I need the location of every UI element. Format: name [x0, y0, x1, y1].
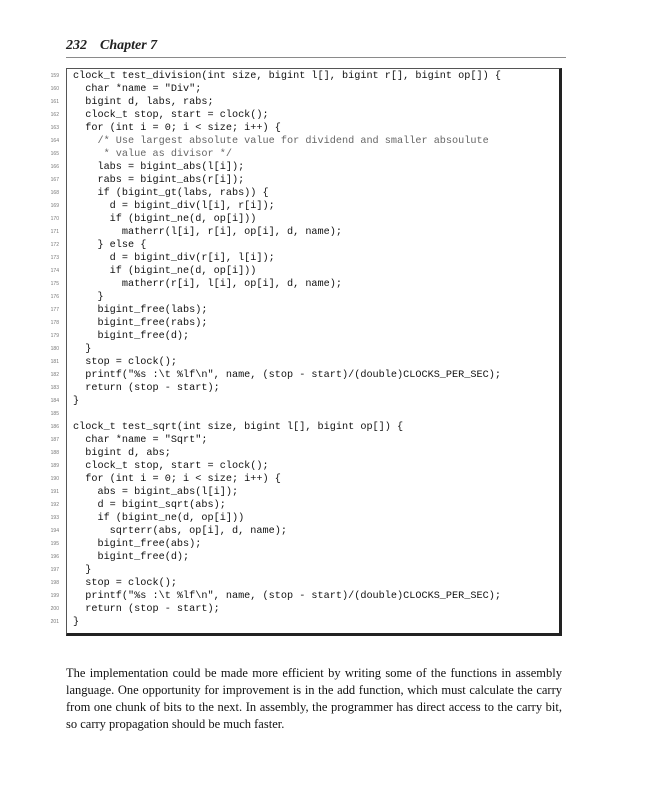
code-line	[50, 187, 559, 200]
code-line	[50, 252, 559, 265]
line-number: 189	[50, 463, 59, 469]
line-number: 171	[50, 229, 59, 235]
line-number: 167	[50, 177, 59, 183]
code-text: if (bigint_ne(d, op[i]))	[73, 513, 245, 524]
line-number: 198	[50, 580, 59, 586]
line-number: 186	[50, 424, 59, 430]
code-text: printf("%s :\t %lf\n", name, (stop - start)/(double)CLOCKS_PER_SEC);	[73, 591, 501, 602]
line-number: 182	[50, 372, 59, 378]
code-line	[50, 564, 559, 577]
line-number: 194	[50, 528, 59, 534]
code-line	[50, 382, 559, 395]
line-number: 159	[50, 73, 59, 79]
code-text: bigint d, labs, rabs;	[73, 97, 214, 108]
code-line	[50, 330, 559, 343]
code-line	[50, 434, 559, 447]
line-number: 177	[50, 307, 59, 313]
code-line	[50, 460, 559, 473]
line-number: 173	[50, 255, 59, 261]
line-number: 191	[50, 489, 59, 495]
code-listing	[50, 68, 562, 636]
code-line	[50, 356, 559, 369]
code-text: }	[73, 292, 104, 303]
code-line	[50, 213, 559, 226]
code-line	[50, 512, 559, 525]
code-text: bigint_free(abs);	[73, 539, 202, 550]
code-text: char *name = "Div";	[73, 84, 202, 95]
code-line	[50, 265, 559, 278]
code-line	[50, 538, 559, 551]
code-text: }	[73, 565, 92, 576]
code-line	[50, 96, 559, 109]
code-text: if (bigint_ne(d, op[i]))	[73, 214, 257, 225]
line-number: 170	[50, 216, 59, 222]
line-number: 172	[50, 242, 59, 248]
code-text: char *name = "Sqrt";	[73, 435, 208, 446]
code-comment: /* Use largest absolute value for dividend and smaller absoulute	[73, 136, 489, 147]
line-number: 165	[50, 151, 59, 157]
code-text: clock_t stop, start = clock();	[73, 461, 269, 472]
line-number: 196	[50, 554, 59, 560]
code-text: return (stop - start);	[73, 604, 220, 615]
code-text: return (stop - start);	[73, 383, 220, 394]
code-text: }	[73, 617, 80, 628]
line-number: 181	[50, 359, 59, 365]
line-number: 192	[50, 502, 59, 508]
line-number: 183	[50, 385, 59, 391]
code-text: matherr(r[i], l[i], op[i], d, name);	[73, 279, 342, 290]
code-line	[50, 174, 559, 187]
code-line	[50, 161, 559, 174]
code-line	[50, 122, 559, 135]
line-number: 199	[50, 593, 59, 599]
code-line	[50, 603, 559, 616]
line-number: 185	[50, 411, 59, 417]
body-paragraph: The implementation could be made more efficient by writing some of the functions in assembly language. One opportunity for improvement is in the add function, which must calculate the carry from one chunk of bits to the next. In assembly, the programmer has direct access to the carry bit, so carry propagation should be much faster.	[66, 665, 562, 731]
code-text: for (int i = 0; i < size; i++) {	[73, 474, 281, 485]
code-line	[50, 239, 559, 252]
code-line	[50, 395, 559, 408]
code-text: labs = bigint_abs(l[i]);	[73, 162, 245, 173]
code-line	[50, 148, 559, 161]
line-number: 200	[50, 606, 59, 612]
code-line	[50, 200, 559, 213]
line-number: 168	[50, 190, 59, 196]
code-text: bigint_free(d);	[73, 331, 190, 342]
code-text: clock_t stop, start = clock();	[73, 110, 269, 121]
page-number: 232	[66, 38, 87, 53]
line-number: 187	[50, 437, 59, 443]
code-text: abs = bigint_abs(l[i]);	[73, 487, 239, 498]
code-text: }	[73, 396, 80, 407]
line-number: 180	[50, 346, 59, 352]
code-line	[50, 226, 559, 239]
code-line	[50, 590, 559, 603]
code-line	[50, 551, 559, 564]
line-number: 193	[50, 515, 59, 521]
code-text: printf("%s :\t %lf\n", name, (stop - start)/(double)CLOCKS_PER_SEC);	[73, 370, 501, 381]
line-number: 174	[50, 268, 59, 274]
code-line	[50, 525, 559, 538]
line-number: 176	[50, 294, 59, 300]
code-line	[50, 109, 559, 122]
code-text: clock_t test_division(int size, bigint l[], bigint r[], bigint op[]) {	[73, 71, 501, 82]
line-number: 195	[50, 541, 59, 547]
line-number: 188	[50, 450, 59, 456]
code-line	[50, 83, 559, 96]
code-text: matherr(l[i], r[i], op[i], d, name);	[73, 227, 342, 238]
line-number: 163	[50, 125, 59, 131]
line-number: 175	[50, 281, 59, 287]
code-text: if (bigint_ne(d, op[i]))	[73, 266, 257, 277]
code-text: stop = clock();	[73, 578, 177, 589]
code-comment: * value as divisor */	[73, 149, 232, 160]
code-line	[50, 70, 559, 83]
code-line	[50, 473, 559, 486]
page-header	[66, 36, 566, 58]
code-text: d = bigint_div(r[i], l[i]);	[73, 253, 275, 264]
code-text: sqrterr(abs, op[i], d, name);	[73, 526, 287, 537]
line-number: 160	[50, 86, 59, 92]
line-number: 184	[50, 398, 59, 404]
line-number: 201	[50, 619, 59, 625]
code-text: stop = clock();	[73, 357, 177, 368]
code-text: } else {	[73, 240, 147, 251]
code-text: for (int i = 0; i < size; i++) {	[73, 123, 281, 134]
line-number: 164	[50, 138, 59, 144]
line-number: 169	[50, 203, 59, 209]
code-line	[50, 278, 559, 291]
line-number: 162	[50, 112, 59, 118]
chapter-title: Chapter 7	[100, 38, 158, 53]
code-line	[50, 291, 559, 304]
code-line	[50, 135, 559, 148]
code-line	[50, 616, 559, 629]
code-line	[50, 369, 559, 382]
code-text: clock_t test_sqrt(int size, bigint l[], bigint op[]) {	[73, 422, 404, 433]
code-text: d = bigint_div(l[i], r[i]);	[73, 201, 275, 212]
code-line	[50, 317, 559, 330]
code-text: d = bigint_sqrt(abs);	[73, 500, 226, 511]
code-line	[50, 486, 559, 499]
line-number: 190	[50, 476, 59, 482]
code-text: bigint_free(labs);	[73, 305, 208, 316]
code-line	[50, 343, 559, 356]
code-line	[50, 304, 559, 317]
code-text: bigint_free(d);	[73, 552, 190, 563]
line-number: 166	[50, 164, 59, 170]
code-line	[50, 408, 559, 421]
line-number: 197	[50, 567, 59, 573]
line-number: 178	[50, 320, 59, 326]
code-line	[50, 447, 559, 460]
code-text: rabs = bigint_abs(r[i]);	[73, 175, 245, 186]
line-number: 161	[50, 99, 59, 105]
code-text: bigint d, abs;	[73, 448, 171, 459]
code-text: }	[73, 344, 92, 355]
code-text: bigint_free(rabs);	[73, 318, 208, 329]
code-text: if (bigint_gt(labs, rabs)) {	[73, 188, 269, 199]
code-line	[50, 421, 559, 434]
line-number: 179	[50, 333, 59, 339]
code-line	[50, 499, 559, 512]
code-line	[50, 577, 559, 590]
